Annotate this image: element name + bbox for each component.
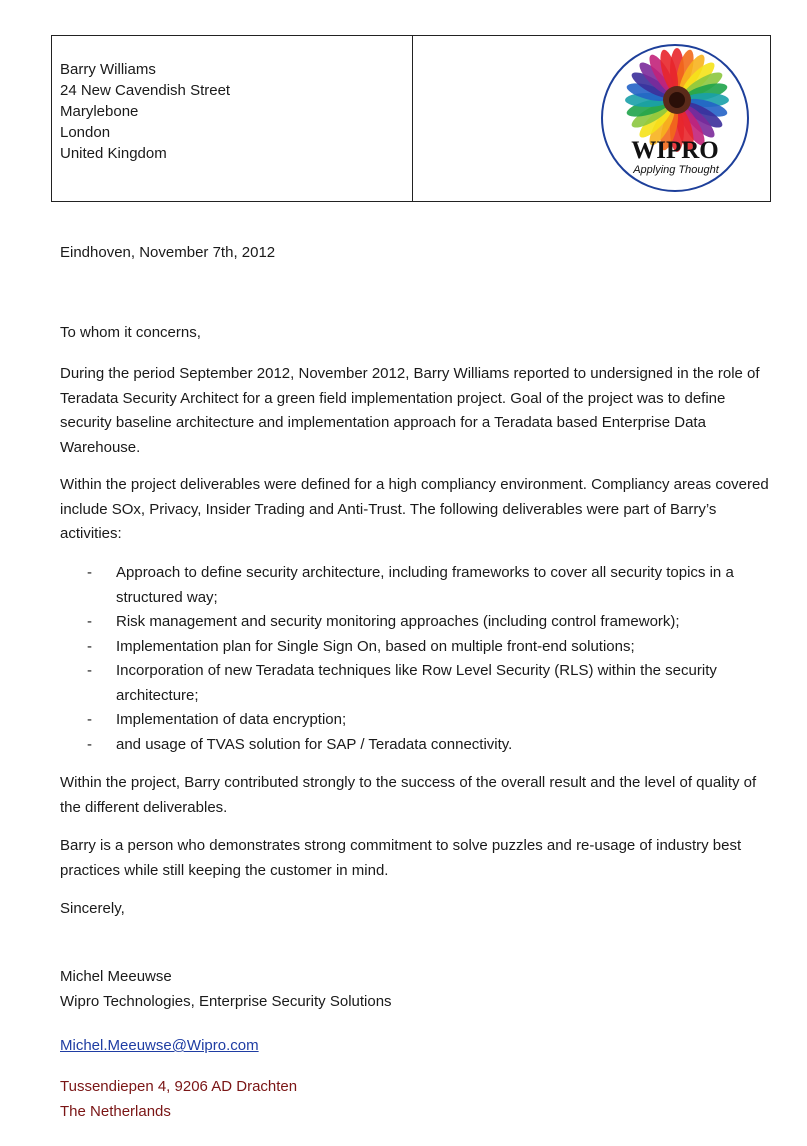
- list-item-text: Approach to define security architecture, including frameworks to cover all security topics in a structured way;: [116, 564, 734, 606]
- sender-address-line-2: The Netherlands: [60, 1102, 171, 1120]
- bullet-dash: -: [87, 564, 92, 581]
- bullet-dash: -: [87, 637, 92, 655]
- letter-greeting: To whom it concerns,: [60, 324, 201, 341]
- list-item: [60, 610, 772, 635]
- recipient-street: 24 New Cavendish Street: [60, 82, 231, 99]
- signature-block: [60, 965, 392, 1014]
- bullet-dash: -: [87, 662, 92, 679]
- recipient-city: London: [60, 124, 111, 141]
- bullet-dash: -: [87, 735, 92, 753]
- list-item-text: Risk management and security monitoring approaches (including control framework);: [116, 613, 680, 630]
- list-item: [60, 635, 772, 660]
- sender-address-line-1: Tussendiepen 4, 9206 AD Drachten: [60, 1078, 298, 1095]
- sunflower-logo-icon: [599, 40, 751, 196]
- signer-name: Michel Meeuwse: [60, 968, 172, 985]
- body-paragraph-2: Within the project deliverables were defined for a high compliancy environment. Compliancy areas covered include SOx, Privacy, Insider Trading and Anti-Trust. The following deliverables were part of Barry’s activities:: [60, 476, 769, 542]
- list-item-text: Implementation of data encryption;: [116, 711, 347, 728]
- bullet-dash: -: [87, 711, 92, 728]
- letter-closing: Sincerely,: [60, 900, 125, 917]
- logo-cell: [413, 36, 770, 201]
- list-item: [60, 561, 772, 610]
- recipient-name: Barry Williams: [60, 61, 156, 78]
- list-item: [60, 733, 772, 758]
- signer-email-link[interactable]: Michel.Meeuwse@Wipro.com: [60, 1037, 259, 1054]
- recipient-district: Marylebone: [60, 103, 139, 120]
- body-paragraph-4: Barry is a person who demonstrates strong commitment to solve puzzles and re-usage of industry best practices while still keeping the customer in mind.: [60, 837, 742, 879]
- body-paragraph-3: Within the project, Barry contributed strongly to the success of the overall result and the level of quality of the different deliverables.: [60, 774, 757, 816]
- list-item: [60, 659, 772, 708]
- list-item-text: Incorporation of new Teradata techniques like Row Level Security (RLS) within the security architecture;: [116, 662, 717, 704]
- signer-company: Wipro Technologies, Enterprise Security Solutions: [60, 992, 392, 1010]
- logo-tagline-text: Applying Thought: [633, 164, 719, 176]
- body-paragraph-1: During the period September 2012, November 2012, Barry Williams reported to undersigned in the role of Teradata Security Architect for a green field implementation project. Goal of the project was to define security baseline architecture and implementation approach for a Teradata based Enterprise Data Warehouse.: [60, 365, 760, 456]
- recipient-country: United Kingdom: [60, 145, 167, 162]
- sender-address: [60, 1075, 297, 1124]
- logo-brand-text: WIPRO: [631, 137, 719, 164]
- letter-date: Eindhoven, November 7th, 2012: [60, 244, 276, 261]
- letterhead-box: [51, 35, 771, 202]
- deliverables-list: [60, 561, 772, 757]
- bullet-dash: -: [87, 613, 92, 630]
- list-item-text: Implementation plan for Single Sign On, based on multiple front-end solutions;: [116, 637, 635, 655]
- list-item-text: and usage of TVAS solution for SAP / Teradata connectivity.: [116, 735, 513, 753]
- list-item: [60, 708, 772, 733]
- recipient-address: [52, 36, 413, 201]
